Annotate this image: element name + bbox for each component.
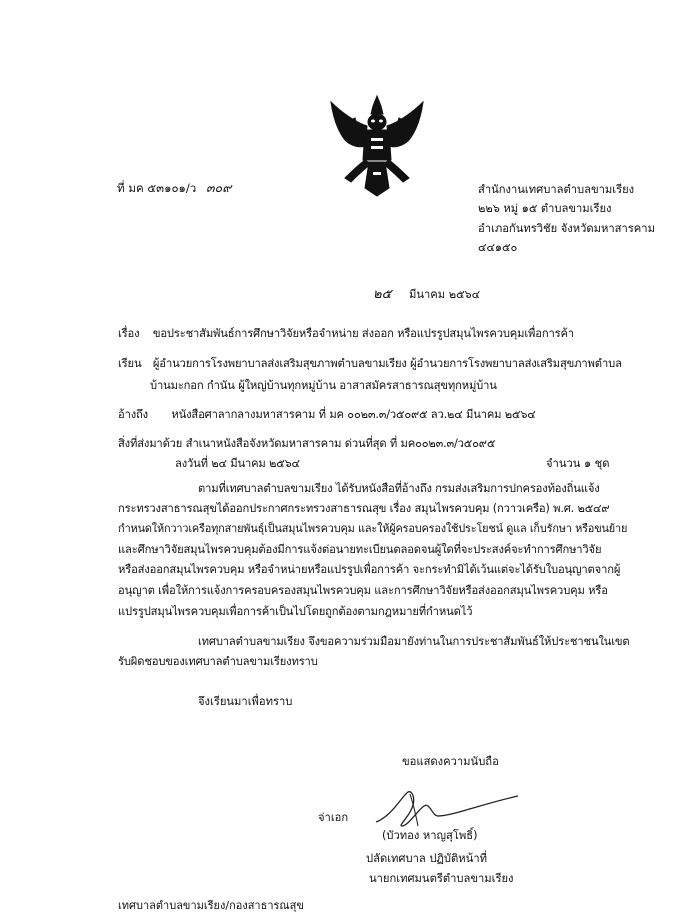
body-paragraph-2-line-1: เทศบาลตำบลขามเรียง จึงขอความร่วมมือมายังท่านในการประชาสัมพันธ์ให้ประชาชนในเขต: [198, 635, 630, 648]
reference-number-printed: ที่ มค ๕๓๑๐๑/ว: [117, 181, 197, 195]
body-paragraph-1-line-1: ตามที่เทศบาลตำบลขามเรียง ได้รับหนังสือที่อ้างถึง กรมส่งเสริมการปกครองท้องถิ่นแจ้ง: [198, 482, 600, 495]
garuda-emblem-icon: [327, 92, 427, 200]
subject-line: [118, 324, 574, 342]
body-paragraph-2-line-2: รับผิดชอบของเทศบาลตำบลขามเรียงทราบ: [118, 655, 318, 668]
office-address-line-1: สำนักงานเทศบาลตำบลขามเรียง: [478, 183, 635, 196]
footer-department: เทศบาลตำบลขามเรียง/กองสาธารณสุข: [118, 899, 304, 912]
reference-label: อ้างถึง: [118, 408, 148, 421]
reference-number: [117, 178, 231, 198]
recipient-text-1: ผู้อำนวยการโรงพยาบาลส่งเสริมสุขภาพตำบลขามเรียง ผู้อำนวยการโรงพยาบาลส่งเสริมสุขภาพตำบล: [152, 357, 622, 370]
recipient-text-2: บ้านมะกอก กำนัน ผู้ใหญ่บ้านทุกหมู่บ้าน อาสาสมัครสาธารณสุขทุกหมู่บ้าน: [150, 379, 497, 392]
signer-rank: จ่าเอก: [318, 811, 349, 824]
body-paragraph-1-line-5: หรือส่งออกสมุนไพรควบคุม หรือจำหน่ายหรือแปรรูปเพื่อการค้า จะกระทำมิได้เว้นแต่จะได้รับใบอนุญาตจากผู้: [118, 563, 621, 576]
recipient-label: เรียน: [118, 357, 142, 370]
enclosure-count: จำนวน ๑ ชุด: [546, 457, 610, 470]
reference-text: หนังสือศาลากลางมหาสารคาม ที่ มค ๐๐๒๓.๓/ว๕๐๙๕ ลว.๒๔ มีนาคม ๒๕๖๔: [171, 408, 536, 421]
office-address-line-3: อำเภอกันทรวิชัย จังหวัดมหาสารคาม: [478, 222, 655, 235]
subject-label: เรื่อง: [118, 327, 140, 340]
signer-position-2: นายกเทศมนตรีตำบลขามเรียง: [369, 872, 514, 885]
body-paragraph-1-line-6: อนุญาต เพื่อให้การแจ้งการครอบครองสมุนไพรควบคุม และการศึกษาวิจัยหรือส่งออกสมุนไพรควบคุม หรือ: [118, 584, 608, 597]
body-paragraph-1-line-7: แปรรูปสมุนไพรควบคุมเพื่อการค้าเป็นไปโดยถูกต้องตามกฎหมายที่กำหนดไว้: [118, 605, 473, 618]
recipient-line-1: [118, 354, 622, 372]
office-address-line-2: ๒๒๖ หมู่ ๑๕ ตำบลขามเรียง: [478, 202, 612, 215]
salutation: ขอแสดงความนับถือ: [402, 755, 499, 768]
signer-position-1: ปลัดเทศบาล ปฏิบัติหน้าที่: [366, 852, 487, 865]
date-day-handwritten: ๒๕: [373, 287, 392, 302]
subject-text: ขอประชาสัมพันธ์การศึกษาวิจัยหรือจำหน่าย ส่งออก หรือแปรรูปสมุนไพรควบคุมเพื่อการค้า: [152, 327, 574, 340]
body-paragraph-1-line-2: กระทรวงสาธารณสุขได้ออกประกาศกระทรวงสาธารณสุข เรื่อง สมุนไพรควบคุม (กวาวเครือ) พ.ศ. ๒๕๔๙: [118, 502, 610, 515]
enclosure-line-1: สิ่งที่ส่งมาด้วย สำเนาหนังสือจังหวัดมหาสารคาม ด่วนที่สุด ที่ มค๐๐๒๓.๓/ว๕๐๙๕: [118, 437, 496, 450]
signer-name: (บัวทอง หาญสุโพธิ์): [382, 829, 478, 842]
body-paragraph-1-line-4: และศึกษาวิจัยสมุนไพรควบคุมต้องมีการแจ้งต่อนายทะเบียนตลอดจนผู้ใดที่จะประสงค์จะทำการศึกษาวิจัย: [118, 543, 602, 556]
reference-number-handwritten: ๓๐๙: [206, 180, 232, 195]
reference-line: [118, 405, 536, 423]
letter-date: [373, 283, 480, 304]
date-month-year: มีนาคม ๒๕๖๔: [408, 288, 481, 301]
office-postcode: ๔๔๑๕๐: [478, 241, 518, 254]
body-paragraph-1-line-3: กำหนดให้กวาวเครือทุกสายพันธุ์เป็นสมุนไพรควบคุม และให้ผู้ครอบครองใช้ประโยชน์ ดูแล เก็บรักษา หรือขนย้าย: [118, 522, 628, 535]
enclosure-line-2: ลงวันที่ ๒๔ มีนาคม ๒๕๖๔: [175, 457, 300, 470]
closing-request: จึงเรียนมาเพื่อทราบ: [198, 695, 293, 708]
